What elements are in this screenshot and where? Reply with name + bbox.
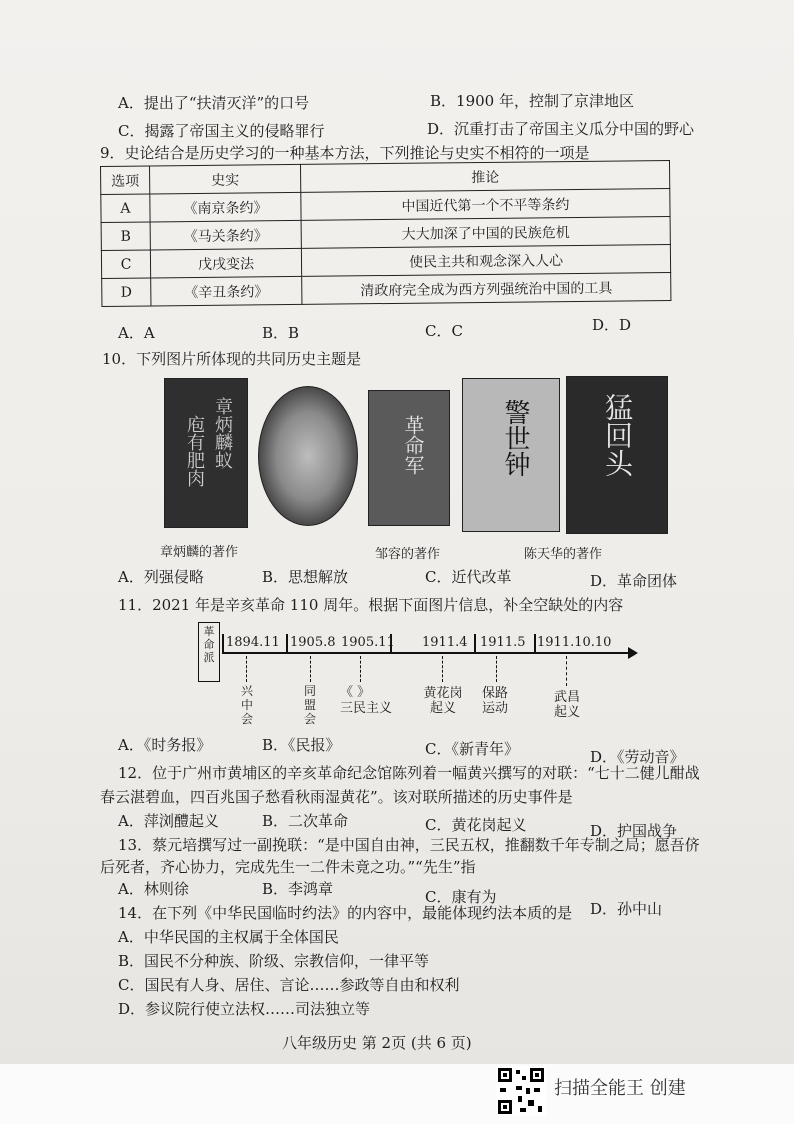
q13-stem-line2: 后死者，齐心协力，完成先生一二件未竟之功。”“先生”指: [100, 858, 476, 876]
revolutionary-party-label: 革命派: [198, 622, 220, 682]
event-label: 同盟会: [303, 684, 316, 726]
portrait-image: [258, 386, 358, 526]
q12-option-b: B．二次革命: [262, 812, 349, 830]
event-label: 黄花岗起义: [423, 686, 463, 716]
q10-option-b: B．思想解放: [262, 568, 349, 586]
q13-option-b: B．李鸿章: [262, 880, 334, 898]
q14-option-d: D．参议院行使立法权……司法独立等: [118, 1000, 371, 1018]
q9-option-c: C．C: [425, 322, 463, 340]
q8-option-a: A．提出了“扶清灭洋”的口号: [118, 94, 310, 112]
table-cell: 《马关条约》: [150, 220, 301, 250]
timeline-connector: [360, 656, 361, 682]
q12-stem-line1: 12．位于广州市黄埔区的辛亥革命纪念馆陈列着一幅黄兴撰写的对联：“七十二健儿酣战: [118, 764, 700, 782]
q10-stem: 10．下列图片所体现的共同历史主题是: [102, 350, 362, 368]
q12-option-d: D．护国战争: [590, 822, 678, 840]
q11-option-d: D．《劳动音》: [590, 748, 685, 766]
q13-stem-line1: 13．蔡元培撰写过一副挽联：“是中国自由神，三民五权，推翻数千年专制之局；愿吾侪: [118, 836, 700, 854]
book-cover-lettering: 猛回头: [601, 393, 634, 477]
timeline-connector: [496, 656, 497, 682]
q11-stem: 11．2021 年是辛亥革命 110 周年。根据下面图片信息，补全空缺处的内容: [118, 596, 624, 614]
book-cover-lettering: 章炳麟蚁: [212, 397, 233, 469]
q12-option-c: C．黄花岗起义: [425, 816, 527, 834]
zhang-binglin-book-image: [164, 378, 248, 528]
timeline-connector: [442, 656, 443, 682]
q13-option-c: C．康有为: [425, 888, 497, 906]
timeline-arrow: [628, 647, 638, 659]
table-cell: C: [101, 250, 150, 279]
q8-option-b: B．1900 年，控制了京津地区: [430, 92, 634, 110]
table-header: 史实: [150, 164, 301, 194]
timeline-date: 1911.5: [480, 635, 526, 650]
table-cell: 大大加深了中国的民族危机: [301, 217, 670, 249]
timeline-tick: [222, 634, 224, 652]
scanner-watermark-text: 扫描全能王 创建: [554, 1078, 686, 1099]
table-cell: 戊戌变法: [150, 248, 301, 278]
event-label: 兴中会: [240, 684, 253, 726]
table-cell: D: [102, 278, 151, 307]
book-cover-lettering: 庖有肥肉: [184, 415, 205, 487]
event-label: 保路运动: [481, 686, 508, 716]
timeline-date: 1905.8: [290, 635, 336, 650]
q13-option-d: D．孙中山: [590, 900, 663, 918]
table-cell: B: [101, 222, 150, 251]
table-header: 推论: [300, 161, 669, 193]
event-label: 三民主义: [340, 701, 393, 716]
q10-option-d: D．革命团体: [590, 572, 678, 590]
q14-stem: 14．在下列《中华民国临时约法》的内容中，最能体现约法本质的是: [118, 904, 573, 922]
table-cell: 《辛丑条约》: [151, 276, 302, 306]
q14-option-c: C．国民有人身、居住、言论……参政等自由和权利: [118, 976, 460, 994]
timeline-connector: [246, 656, 247, 682]
timeline-date: 1911.10.10: [537, 635, 612, 650]
timeline-connector: [310, 656, 311, 682]
caption-zhang-binglin: 章炳麟的著作: [160, 545, 239, 560]
qr-code-icon: [496, 1066, 546, 1116]
chen-tianhua-book-image-1: [462, 378, 560, 532]
table-row: [102, 273, 671, 307]
table-cell: 中国近代第一个不平等条约: [301, 189, 670, 221]
timeline-date: 1905.11: [341, 635, 395, 650]
caption-chen-tianhua: 陈天华的著作: [524, 547, 603, 562]
event-label: 武昌起义: [553, 690, 580, 720]
table-cell: A: [101, 194, 150, 223]
book-cover-lettering: 警世钟: [500, 399, 530, 477]
timeline-axis: [222, 652, 630, 654]
q9-table: [100, 160, 671, 307]
q8-option-d: D．沉重打击了帝国主义瓜分中国的野心: [427, 120, 695, 138]
timeline-date: 1894.11: [226, 635, 280, 650]
page-footer: 八年级历史 第 2页 (共 6 页): [282, 1034, 472, 1052]
table-cell: 《南京条约》: [150, 192, 301, 222]
q9-option-b: B．B: [262, 324, 300, 342]
q11-option-a: A．《时务报》: [118, 736, 212, 754]
caption-zou-rong: 邹容的著作: [375, 547, 441, 562]
q12-stem-line2: 春云湛碧血，四百兆国子愁看秋雨湿黄花”。该对联所描述的历史事件是: [100, 788, 573, 806]
q8-option-c: C．揭露了帝国主义的侵略罪行: [118, 122, 325, 140]
timeline-tick: [286, 634, 288, 652]
q10-option-a: A．列强侵略: [118, 568, 204, 586]
table-header: 选项: [101, 166, 150, 195]
q14-option-a: A．中华民国的主权属于全体国民: [118, 928, 339, 946]
q10-option-c: C．近代改革: [425, 568, 512, 586]
table-cell: 使民主共和观念深入人心: [301, 245, 670, 277]
timeline-connector: [566, 656, 567, 686]
timeline-tick: [474, 634, 476, 652]
zou-rong-book-image: [368, 390, 450, 526]
timeline-tick: [534, 634, 536, 652]
q9-option-a: A．A: [118, 324, 155, 342]
q14-option-b: B．国民不分种族、阶级、宗教信仰，一律平等: [118, 952, 430, 970]
blank-bracket: 《 》: [340, 685, 371, 700]
table-cell: 清政府完全成为西方列强统治中国的工具: [302, 273, 671, 305]
q9-option-d: D．D: [592, 316, 632, 334]
q9-stem: 9．史论结合是历史学习的一种基本方法，下列推论与史实不相符的一项是: [100, 144, 590, 162]
book-cover-lettering: 革命军: [401, 415, 425, 475]
timeline-date: 1911.4: [422, 635, 468, 650]
q12-option-a: A．萍浏醴起义: [118, 812, 219, 830]
q11-option-c: C．《新青年》: [425, 740, 519, 758]
q11-option-b: B．《民报》: [262, 736, 341, 754]
q13-option-a: A．林则徐: [118, 880, 189, 898]
chen-tianhua-book-image-2: [566, 376, 668, 534]
